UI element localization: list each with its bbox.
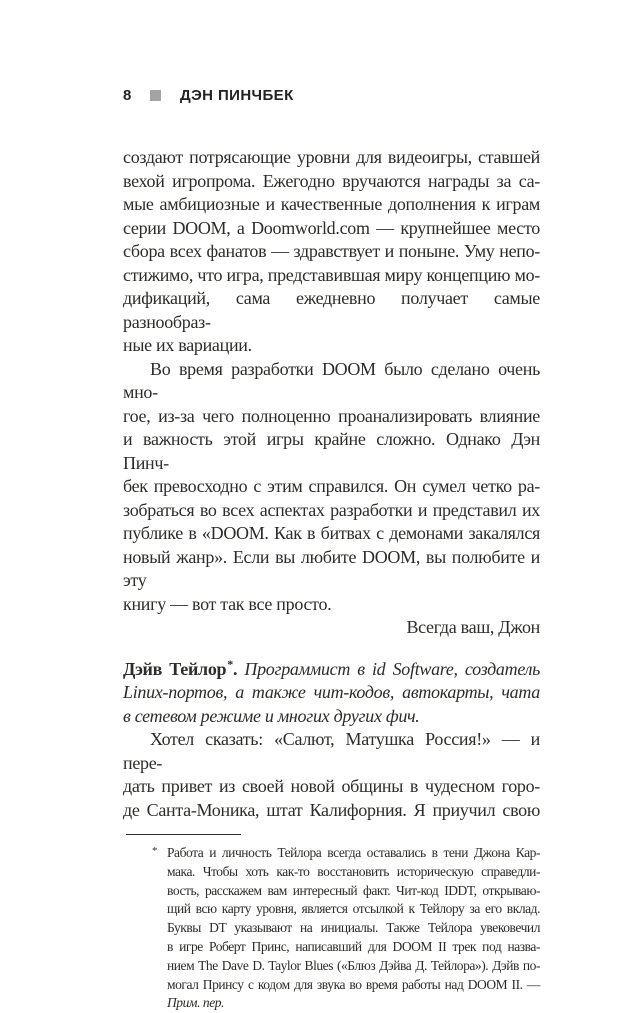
text-line: щий всю карту уровня, является отсылкой к Тейлору за его вклад. [167,901,540,917]
text-line: Во время разработки DOOM было сделано очень мно- [123,358,540,402]
text-line: Буквы DT указывают на инициалы. Также Тейлора увековечил [167,920,540,936]
text-line: дать привет из своей новой общины в чудесном горо- [123,776,540,796]
footnote-reference-asterisk: * [227,656,233,671]
square-bullet-icon [150,90,161,101]
text-line: де Санта-Моника, штат Калифорния. Я приучил свою [123,799,540,820]
page-number: 8 [123,87,132,104]
running-title: ДЭН ПИНЧБЕК [180,87,294,104]
running-header [123,87,540,104]
text-line: нием The Dave D. Taylor Blues («Блюз Дэйва Д. Тейлора»). Дэйв по- [167,957,540,973]
text-line: серии DOOM, а Doomworld.com — крупнейшее место [123,217,540,238]
text-line: публике в «DOOM. Как в битвах с демонами закалялся [123,523,540,543]
bio-period: . [232,658,238,679]
text-line: Linux-портов, а также чит-кодов, автокарты, чата [123,682,540,702]
text-line: гое, из-за чего полноценно проанализировать влияние [123,405,540,426]
text-line: зобраться во всех аспектах разработки и представил их [123,499,540,520]
text-line: новый жанр». Если вы любите DOOM, вы полюбите и эту [123,546,540,590]
text-line: Работа и личность Тейлора всегда оставались в тени Джона Кар- [167,845,540,860]
text-line: создают потрясающие уровни для видеоигры, ставшей [123,147,540,167]
bio-rest-lines [123,681,540,728]
footnote-lines [167,844,540,994]
footnote-divider [126,834,241,835]
bio-first-line [123,658,540,682]
text-line: могал Принсу с кодом для звука во время работы над DOOM II. — [167,976,540,992]
text-line: мака. Чтобы хоть как-то восстановить историческую справедли- [167,863,540,879]
text-line: ные их вариации. [123,335,252,355]
bio-author-name: Дэйв Тейлор [123,658,227,679]
text-line: вехой игропрома. Ежегодно вручаются награды за са- [123,170,540,191]
text-line: дификаций, сама ежедневно получает самые разнообраз- [123,288,540,332]
footnote-marker-asterisk: * [152,845,158,857]
paragraph-1 [123,146,540,358]
bio-role-text: Программист в id Software, создатель [244,658,541,679]
bio-paragraph [123,658,540,729]
text-line: мые амбициозные и качественные дополнения к играм [123,194,540,214]
text-line: бек превосходно с этим справился. Он сумел четко ра- [123,476,540,496]
text-line: в сетевом режиме и многих других фич. [123,705,420,726]
text-line: книгу — вот так все просто. [123,593,332,614]
paragraph-2 [123,358,540,617]
text-column [123,146,540,1013]
footnote [123,844,540,1013]
text-line: стижимо, что игра, представившая миру концепцию мо- [123,264,540,285]
text-line: сбора всех фанатов — здравствует и поныне. Уму непо- [123,241,540,261]
text-line: Хотел сказать: «Салют, Матушка Россия!» — и пере- [123,729,540,773]
footnote-translator-note: Прим. пер. [167,995,224,1011]
paragraph-3 [123,728,540,822]
text-line: и важность этой игры крайне сложно. Однако Дэн Пинч- [123,429,540,473]
text-line: вость, расскажем вам интересный факт. Чит-код IDDT, открываю- [167,882,540,898]
text-line: в игре Роберт Принс, написавший для DOOM II трек под назва- [167,938,540,954]
signature-line: Всегда ваш, Джон [406,617,540,637]
